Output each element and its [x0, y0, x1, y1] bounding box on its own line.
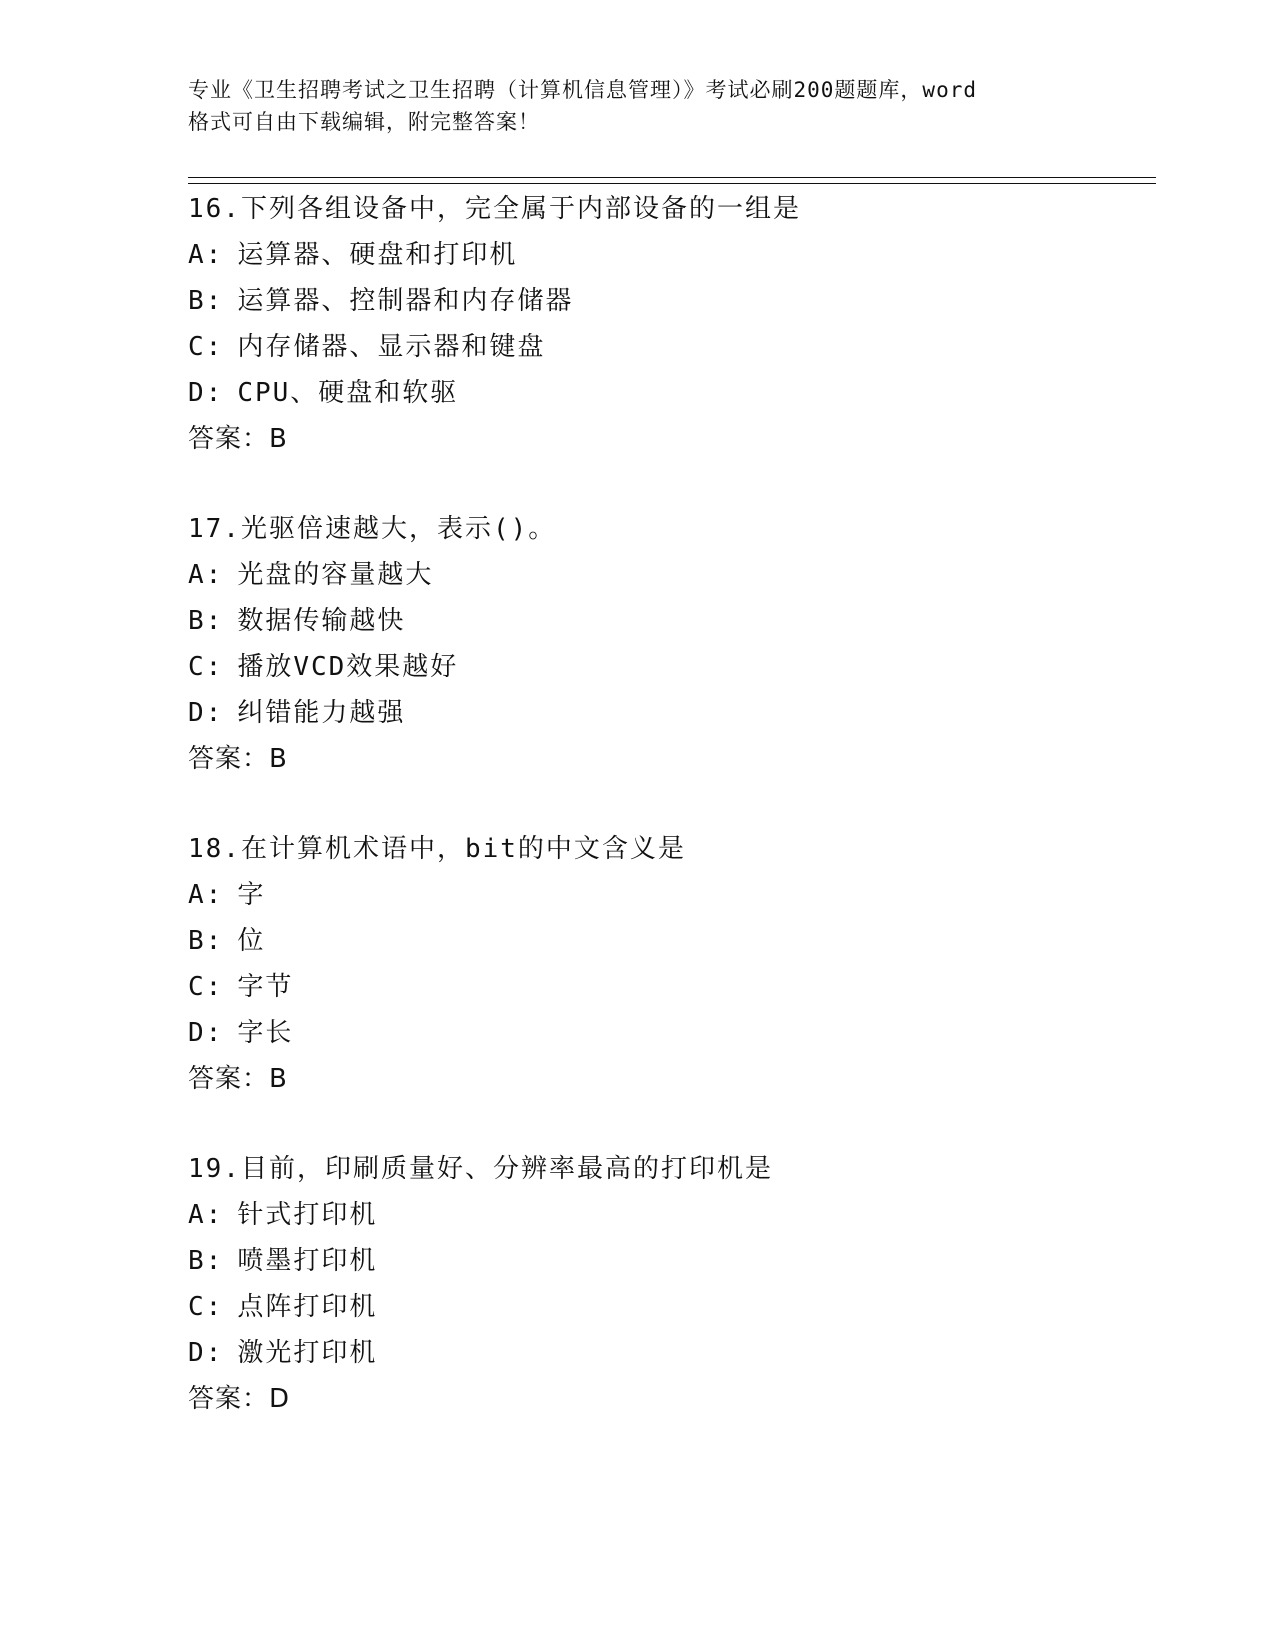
- option-label: D:: [188, 698, 224, 728]
- option-label: A:: [188, 240, 224, 270]
- question-17: [188, 506, 1148, 782]
- option-label: A:: [188, 880, 224, 910]
- option-text: 内存储器、显示器和键盘: [237, 332, 546, 362]
- question-stem: 17.光驱倍速越大，表示()。: [188, 514, 557, 544]
- option-c: [188, 964, 1148, 1010]
- option-c: [188, 324, 1148, 370]
- option-a: [188, 872, 1148, 918]
- option-label: B:: [188, 926, 224, 956]
- option-label: B:: [188, 606, 224, 636]
- option-d: [188, 1330, 1148, 1376]
- option-label: B:: [188, 286, 224, 316]
- option-label: B:: [188, 1246, 224, 1276]
- option-text: 喷墨打印机: [237, 1246, 378, 1276]
- option-label: C:: [188, 1292, 224, 1322]
- question-19: [188, 1146, 1148, 1422]
- question-stem: 18.在计算机术语中，bit的中文含义是: [188, 834, 686, 864]
- option-text: 字节: [237, 972, 294, 1002]
- option-text: 点阵打印机: [237, 1292, 378, 1322]
- option-a: [188, 552, 1148, 598]
- question-16: [188, 186, 1148, 462]
- option-text: 播放VCD效果越好: [237, 652, 459, 682]
- question-stem: 19.目前，印刷质量好、分辨率最高的打印机是: [188, 1154, 773, 1184]
- question-18: [188, 826, 1148, 1102]
- answer-line: 答案：D: [188, 1384, 291, 1414]
- option-label: A:: [188, 1200, 224, 1230]
- option-d: [188, 690, 1148, 736]
- option-text: CPU、硬盘和软驱: [237, 378, 459, 408]
- option-b: [188, 1238, 1148, 1284]
- option-b: [188, 918, 1148, 964]
- option-text: 纠错能力越强: [237, 698, 406, 728]
- option-label: C:: [188, 972, 224, 1002]
- option-b: [188, 278, 1148, 324]
- option-text: 针式打印机: [237, 1200, 378, 1230]
- option-c: [188, 1284, 1148, 1330]
- option-c: [188, 644, 1148, 690]
- option-label: C:: [188, 332, 224, 362]
- header-divider-bottom: [188, 183, 1156, 184]
- option-label: D:: [188, 1338, 224, 1368]
- option-label: A:: [188, 560, 224, 590]
- option-text: 位: [237, 926, 266, 956]
- option-text: 字长: [237, 1018, 294, 1048]
- option-d: [188, 1010, 1148, 1056]
- option-text: 激光打印机: [237, 1338, 378, 1368]
- option-a: [188, 232, 1148, 278]
- option-label: D:: [188, 1018, 224, 1048]
- document-header: [188, 74, 1088, 138]
- option-label: C:: [188, 652, 224, 682]
- option-text: 数据传输越快: [237, 606, 406, 636]
- option-text: 运算器、硬盘和打印机: [237, 240, 518, 270]
- question-stem: 16.下列各组设备中，完全属于内部设备的一组是: [188, 194, 801, 224]
- header-line-2: 格式可自由下载编辑，附完整答案！: [188, 110, 540, 134]
- answer-line: 答案：B: [188, 1064, 288, 1094]
- option-d: [188, 370, 1148, 416]
- answer-line: 答案：B: [188, 744, 288, 774]
- option-text: 字: [237, 880, 266, 910]
- header-line-1: 专业《卫生招聘考试之卫生招聘（计算机信息管理）》考试必刷200题题库，word: [188, 78, 977, 102]
- option-text: 运算器、控制器和内存储器: [237, 286, 574, 316]
- header-divider-top: [188, 177, 1156, 178]
- option-b: [188, 598, 1148, 644]
- option-label: D:: [188, 378, 224, 408]
- answer-line: 答案：B: [188, 424, 288, 454]
- option-a: [188, 1192, 1148, 1238]
- option-text: 光盘的容量越大: [237, 560, 434, 590]
